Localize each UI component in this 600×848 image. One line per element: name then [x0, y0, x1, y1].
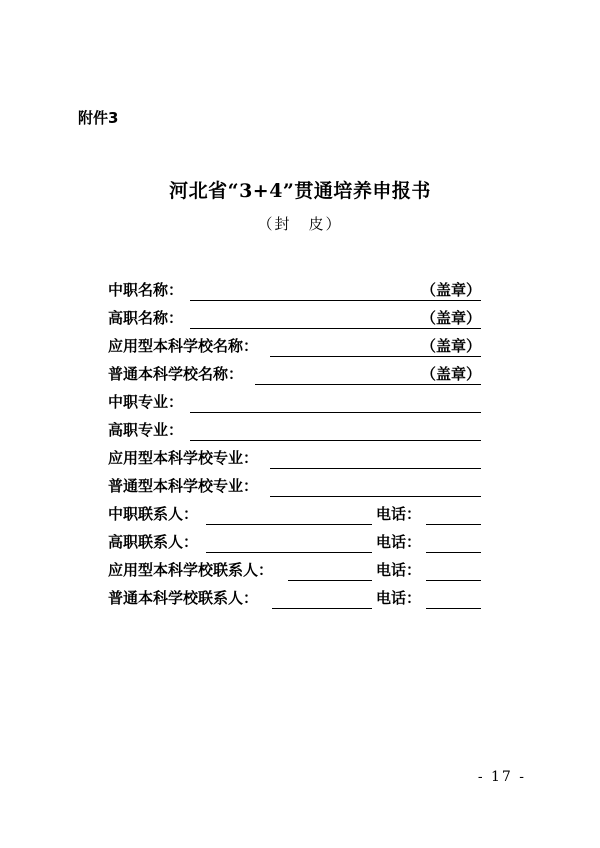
field-label: 中职专业：	[108, 393, 184, 411]
phone-fill-in-line[interactable]	[426, 552, 481, 553]
document-title: 河北省“3+4”贯通培养申报书	[169, 180, 431, 202]
fill-in-line[interactable]	[255, 384, 481, 385]
seal-note: （盖章）	[420, 309, 481, 327]
contact-fill-in-line[interactable]	[206, 524, 372, 525]
phone-fill-in-line[interactable]	[426, 524, 481, 525]
contact-row-applied-university	[108, 560, 481, 582]
fill-in-line[interactable]	[270, 496, 481, 497]
seal-note: （盖章）	[420, 281, 481, 299]
fill-in-line[interactable]	[190, 412, 481, 413]
contact-row-secondary-vocational	[108, 504, 481, 526]
field-label: 应用型本科学校专业：	[108, 449, 259, 467]
field-label: 中职名称：	[108, 281, 184, 299]
phone-fill-in-line[interactable]	[426, 580, 481, 581]
seal-row-general-university	[108, 364, 481, 386]
page-number: - 17 -	[477, 769, 526, 785]
field-label: 应用型本科学校名称：	[108, 337, 259, 355]
contact-fill-in-line[interactable]	[206, 552, 372, 553]
field-label: 高职专业：	[108, 421, 184, 439]
field-label: 高职名称：	[108, 309, 184, 327]
fill-in-line[interactable]	[270, 468, 481, 469]
fill-in-line[interactable]	[270, 356, 481, 357]
phone-label: 电话：	[376, 505, 422, 523]
seal-row-applied-university	[108, 336, 481, 358]
document-subtitle: （封 皮）	[257, 215, 343, 233]
field-label: 高职联系人：	[108, 533, 199, 551]
phone-label: 电话：	[376, 533, 422, 551]
contact-fill-in-line[interactable]	[272, 608, 372, 609]
seal-note: （盖章）	[420, 365, 481, 383]
major-row-general-university	[108, 476, 481, 498]
major-row-higher-vocational	[108, 420, 481, 442]
phone-label: 电话：	[376, 589, 422, 607]
fill-in-line[interactable]	[190, 300, 481, 301]
fill-in-line[interactable]	[190, 440, 481, 441]
contact-row-higher-vocational	[108, 532, 481, 554]
contact-row-general-university	[108, 588, 481, 610]
field-label: 普通型本科学校专业：	[108, 477, 259, 495]
fill-in-line[interactable]	[190, 328, 481, 329]
field-label: 普通本科学校名称：	[108, 365, 244, 383]
phone-fill-in-line[interactable]	[426, 608, 481, 609]
contact-fill-in-line[interactable]	[288, 580, 372, 581]
seal-note: （盖章）	[420, 337, 481, 355]
attachment-label: 附件3	[78, 109, 119, 127]
phone-label: 电话：	[376, 561, 422, 579]
seal-row-secondary-vocational	[108, 280, 481, 302]
field-label: 普通本科学校联系人：	[108, 589, 259, 607]
field-label: 应用型本科学校联系人：	[108, 561, 274, 579]
field-label: 中职联系人：	[108, 505, 199, 523]
major-row-applied-university	[108, 448, 481, 470]
seal-row-higher-vocational	[108, 308, 481, 330]
major-row-secondary-vocational	[108, 392, 481, 414]
